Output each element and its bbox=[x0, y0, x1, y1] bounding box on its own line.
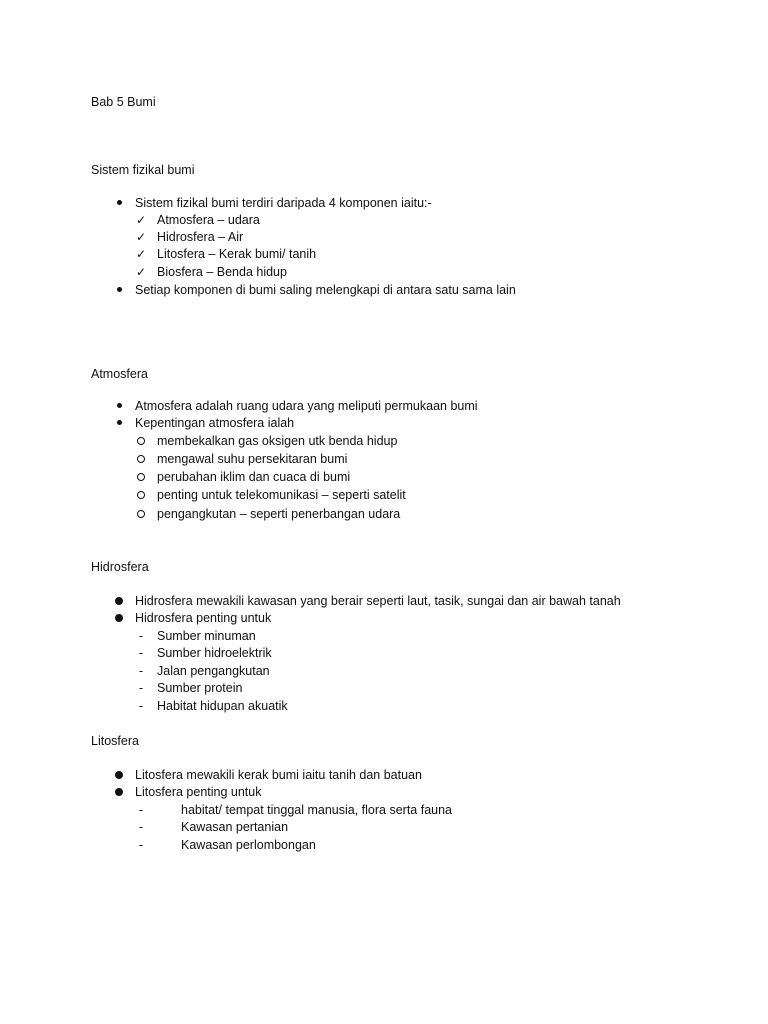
list-item-text: Setiap komponen di bumi saling melengkapi di antara satu sama lain bbox=[135, 283, 516, 297]
dash-icon: - bbox=[138, 803, 144, 817]
section-heading-sistem: Sistem fizikal bumi bbox=[91, 163, 195, 177]
list-item-text: Hidrosfera – Air bbox=[157, 230, 244, 244]
list-item-text: Hidrosfera mewakili kawasan yang berair seperti laut, tasik, sungai dan air bawah tanah bbox=[135, 594, 621, 608]
list-item-text: Sistem fizikal bumi terdiri daripada 4 komponen iaitu:- bbox=[135, 196, 432, 210]
bullet-icon bbox=[112, 398, 126, 415]
circle-bullet-icon bbox=[134, 487, 148, 504]
checkmark-icon: ✓ bbox=[135, 265, 147, 279]
circle-bullet-icon bbox=[134, 506, 148, 523]
dash-icon: - bbox=[138, 838, 144, 852]
list-item-text: penting untuk telekomunikasi – seperti satelit bbox=[157, 488, 406, 502]
checkmark-icon: ✓ bbox=[135, 230, 147, 244]
dash-icon: - bbox=[138, 629, 144, 643]
bullet-icon bbox=[112, 784, 126, 801]
circle-bullet-icon bbox=[134, 451, 148, 468]
dash-icon: - bbox=[138, 681, 144, 695]
dash-icon: - bbox=[138, 664, 144, 678]
list-item-text: pengangkutan – seperti penerbangan udara bbox=[157, 507, 401, 521]
dash-icon: - bbox=[138, 820, 144, 834]
section-heading-atmosfera: Atmosfera bbox=[91, 367, 148, 381]
bullet-icon bbox=[112, 195, 126, 212]
list-item-text: habitat/ tempat tinggal manusia, flora serta fauna bbox=[181, 803, 452, 817]
list-item-text: Sumber hidroelektrik bbox=[157, 646, 272, 660]
checkmark-icon: ✓ bbox=[135, 247, 147, 261]
list-item-text: Litosfera penting untuk bbox=[135, 785, 262, 799]
section-heading-litosfera: Litosfera bbox=[91, 734, 139, 748]
bullet-icon bbox=[112, 610, 126, 627]
list-item-text: Sumber minuman bbox=[157, 629, 256, 643]
circle-bullet-icon bbox=[134, 433, 148, 450]
list-item-text: Kawasan pertanian bbox=[181, 820, 289, 834]
dash-icon: - bbox=[138, 699, 144, 713]
list-item-text: Habitat hidupan akuatik bbox=[157, 699, 288, 713]
list-item-text: Kawasan perlombongan bbox=[181, 838, 316, 852]
list-item-text: mengawal suhu persekitaran bumi bbox=[157, 452, 348, 466]
list-item-text: Kepentingan atmosfera ialah bbox=[135, 416, 295, 430]
list-item-text: Biosfera – Benda hidup bbox=[157, 265, 287, 279]
list-item-text: Hidrosfera penting untuk bbox=[135, 611, 272, 625]
document-title: Bab 5 Bumi bbox=[91, 95, 156, 109]
list-item-text: Atmosfera adalah ruang udara yang meliputi permukaan bumi bbox=[135, 399, 478, 413]
bullet-icon bbox=[112, 593, 126, 610]
list-item-text: Litosfera mewakili kerak bumi iaitu tanih dan batuan bbox=[135, 768, 422, 782]
list-item-text: Atmosfera – udara bbox=[157, 213, 260, 227]
bullet-icon bbox=[112, 415, 126, 432]
list-item-text: perubahan iklim dan cuaca di bumi bbox=[157, 470, 351, 484]
section-heading-hidrosfera: Hidrosfera bbox=[91, 560, 149, 574]
circle-bullet-icon bbox=[134, 469, 148, 486]
list-item-text: Litosfera – Kerak bumi/ tanih bbox=[157, 247, 317, 261]
list-item-text: Jalan pengangkutan bbox=[157, 664, 270, 678]
bullet-icon bbox=[112, 767, 126, 784]
checkmark-icon: ✓ bbox=[135, 213, 147, 227]
list-item-text: membekalkan gas oksigen utk benda hidup bbox=[157, 434, 398, 448]
dash-icon: - bbox=[138, 646, 144, 660]
bullet-icon bbox=[112, 282, 126, 299]
list-item-text: Sumber protein bbox=[157, 681, 243, 695]
